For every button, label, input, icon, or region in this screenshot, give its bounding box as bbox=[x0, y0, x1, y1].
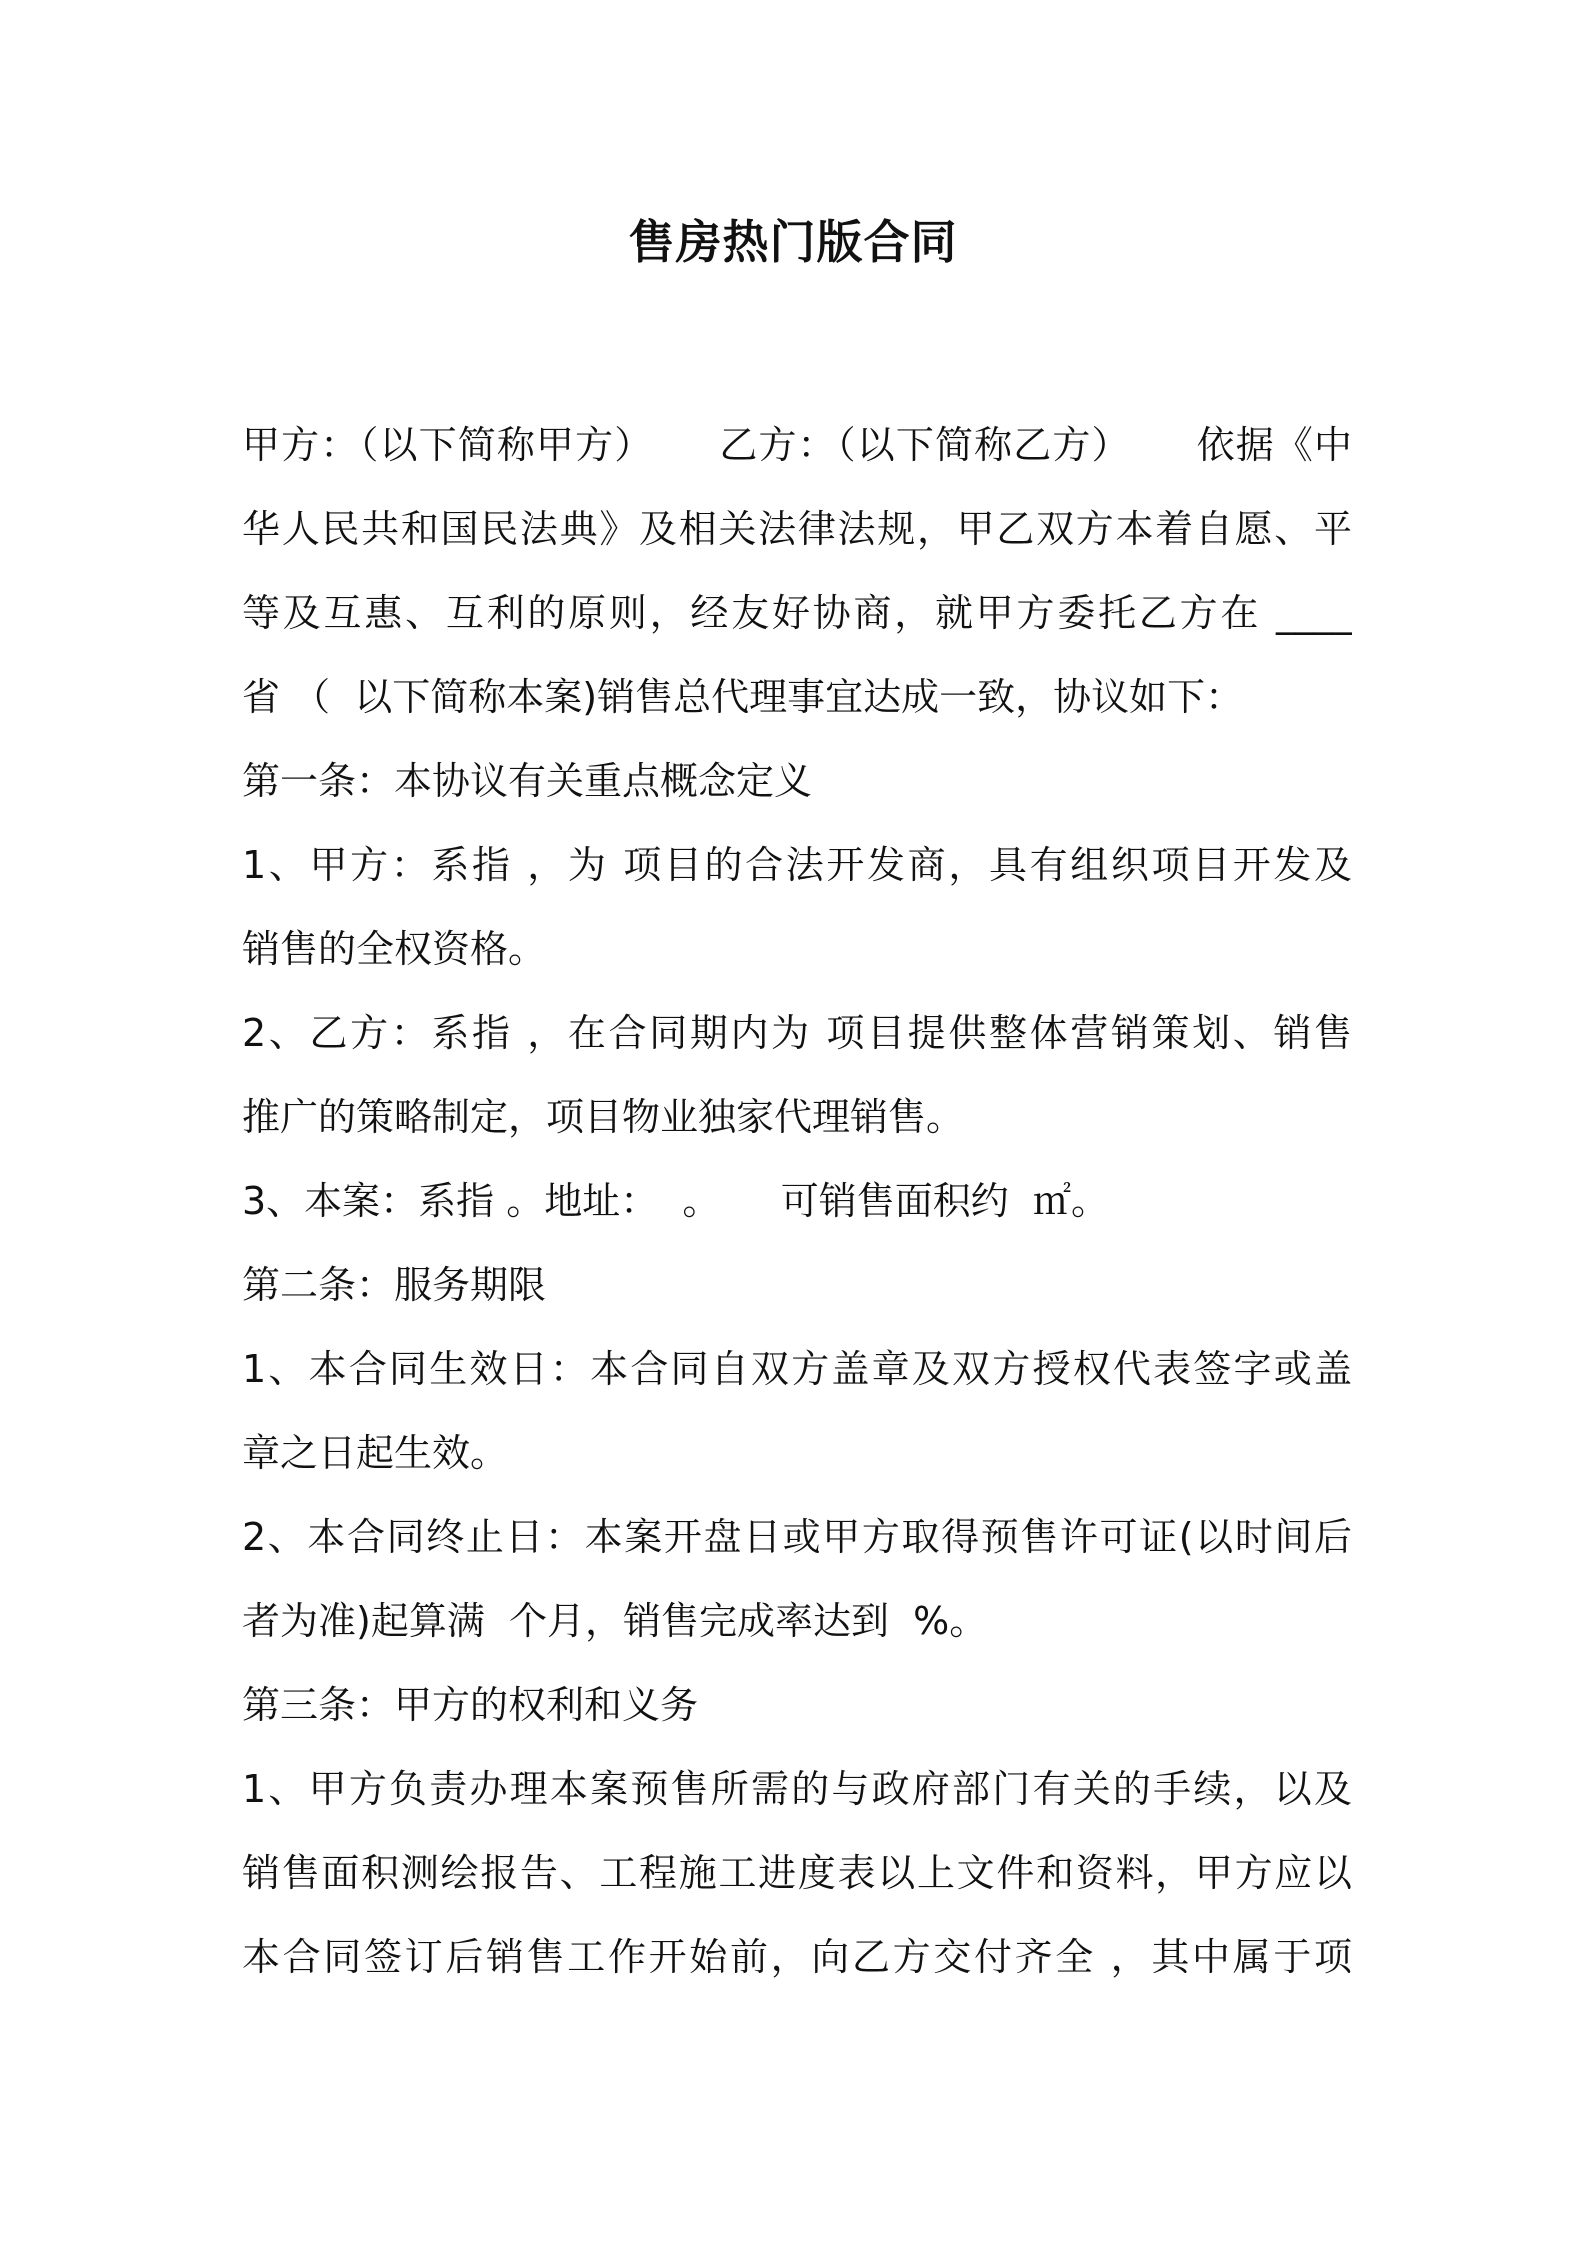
paragraph-line: 销售的全权资格。 bbox=[242, 927, 547, 971]
paragraph-line: 销售面积测绘报告、工程施工进度表以上文件和资料，甲方应以 bbox=[242, 1851, 1352, 1895]
paragraph-line: 者为准)起算满 个月，销售完成率达到 %。 bbox=[242, 1599, 988, 1643]
paragraph-line: 第一条：本协议有关重点概念定义 bbox=[242, 759, 813, 803]
paragraph-line: 2、本合同终止日：本案开盘日或甲方取得预售许可证(以时间后 bbox=[242, 1515, 1352, 1559]
paragraph-line: 1、甲方：系指 ，为 项目的合法开发商，具有组织项目开发及 bbox=[242, 843, 1352, 887]
paragraph-line: 华人民共和国民法典》及相关法律法规，甲乙双方本着自愿、平 bbox=[242, 507, 1352, 551]
document-title: 售房热门版合同 bbox=[628, 215, 958, 269]
paragraph-line: 省 （ 以下简称本案)销售总代理事宜达成一致，协议如下： bbox=[242, 675, 1244, 719]
paragraph-line: 第三条：甲方的权利和义务 bbox=[242, 1683, 699, 1727]
paragraph-line: 推广的策略制定，项目物业独家代理销售。 bbox=[242, 1095, 965, 1139]
paragraph-line: 2、乙方：系指 ，在合同期内为 项目提供整体营销策划、销售 bbox=[242, 1011, 1352, 1055]
paragraph-line: 第二条：服务期限 bbox=[242, 1263, 547, 1307]
paragraph-line: 1、甲方负责办理本案预售所需的与政府部门有关的手续，以及 bbox=[242, 1767, 1352, 1811]
paragraph-line: 章之日起生效。 bbox=[242, 1431, 509, 1475]
paragraph-line: 等及互惠、互利的原则，经友好协商，就甲方委托乙方在 ____ bbox=[242, 591, 1352, 635]
paragraph-line: 甲方：（以下简称甲方） 乙方：（以下简称乙方） 依据《中 bbox=[242, 423, 1352, 467]
paragraph-line: 1、本合同生效日：本合同自双方盖章及双方授权代表签字或盖 bbox=[242, 1347, 1352, 1391]
paragraph-line: 本合同签订后销售工作开始前，向乙方交付齐全 ，其中属于项 bbox=[242, 1935, 1352, 1979]
document-body bbox=[242, 403, 1352, 1999]
paragraph-line: 3、本案：系指 。地址： 。 可销售面积约 ㎡。 bbox=[242, 1179, 1109, 1223]
